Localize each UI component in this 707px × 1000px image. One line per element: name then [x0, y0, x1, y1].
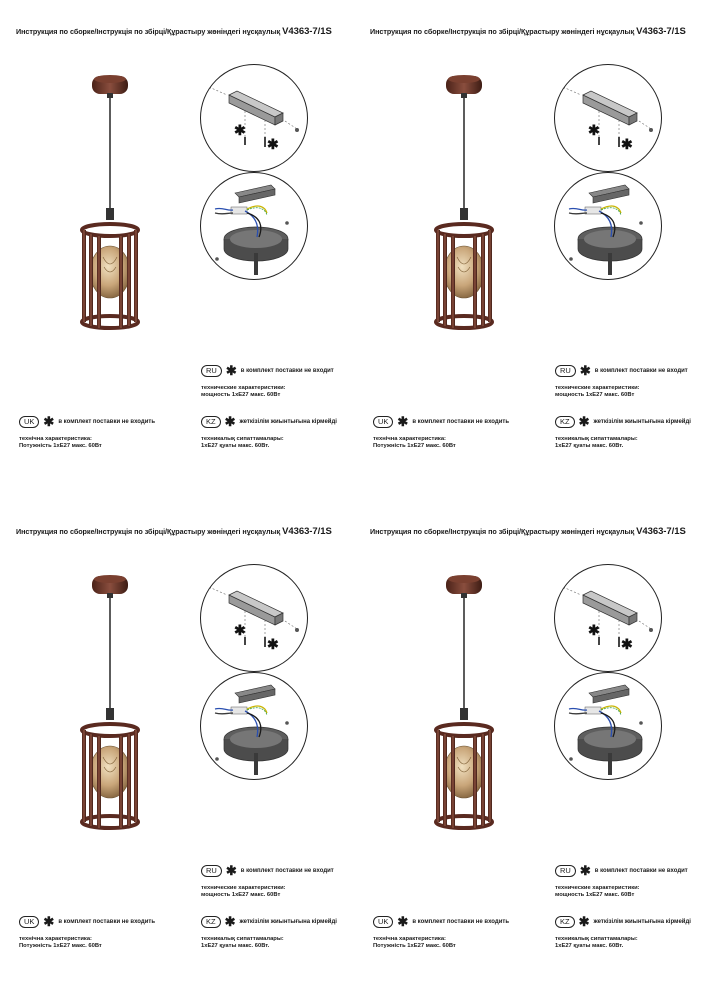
- pendant-lamp-icon: [424, 72, 504, 332]
- wiring-canopy-icon: [201, 673, 307, 779]
- wiring-diagram: [554, 172, 662, 280]
- kz-spec-value: 1хЕ27 қуаты макс. 60Вт.: [555, 443, 624, 449]
- uk-language-badge: UK: [19, 916, 39, 928]
- kz-language-badge: KZ: [201, 916, 221, 928]
- star-icon: ✱: [621, 136, 633, 152]
- ru-not-included-text: в комплект поставки не входит: [240, 368, 334, 374]
- star-icon: ✱: [397, 414, 409, 429]
- kz-not-included-note: [555, 916, 691, 928]
- kz-specifications: [555, 936, 638, 950]
- star-icon: ✱: [224, 414, 236, 429]
- ru-language-badge: RU: [201, 865, 222, 877]
- ru-spec-value: мощность 1хЕ27 макс. 60Вт: [555, 892, 635, 898]
- kz-spec-value: 1хЕ27 қуаты макс. 60Вт.: [555, 943, 624, 949]
- wiring-diagram: [554, 672, 662, 780]
- mounting-bracket-icon: [555, 65, 661, 171]
- ru-not-included-text: в комплект поставки не входит: [240, 868, 334, 874]
- instruction-copy: [354, 500, 707, 1000]
- uk-spec-value: Потужність 1хЕ27 макс. 60Вт: [373, 443, 456, 449]
- ru-not-included-note: [201, 865, 334, 877]
- mounting-bracket-diagram: [200, 64, 308, 172]
- uk-spec-value: Потужність 1хЕ27 макс. 60Вт: [19, 943, 102, 949]
- star-icon: ✱: [234, 122, 246, 138]
- ru-spec-value: мощность 1хЕ27 макс. 60Вт: [555, 392, 635, 398]
- star-icon: ✱: [225, 863, 237, 878]
- uk-spec-heading: технічна характеристика:: [373, 936, 446, 942]
- star-icon: ✱: [621, 636, 633, 652]
- kz-language-badge: KZ: [201, 416, 221, 428]
- wiring-canopy-icon: [201, 173, 307, 279]
- ru-not-included-note: [201, 365, 334, 377]
- kz-not-included-text: жеткізілім жиынтығына кірмейді: [239, 919, 337, 925]
- kz-specifications: [201, 936, 284, 950]
- star-icon: ✱: [225, 363, 237, 378]
- uk-not-included-text: в комплект поставки не входить: [412, 419, 510, 425]
- ru-language-badge: RU: [201, 365, 222, 377]
- ru-spec-value: мощность 1хЕ27 макс. 60Вт: [201, 392, 281, 398]
- mounting-bracket-icon: [201, 565, 307, 671]
- instruction-copy: [0, 0, 353, 500]
- uk-not-included-note: [373, 416, 509, 428]
- page-title: Инструкция по сборке/Інструкція по збірці/Құрастыру жөніндегі нұсқаулық V4363-7/1S: [16, 26, 332, 37]
- star-icon: ✱: [224, 914, 236, 929]
- kz-not-included-note: [201, 416, 337, 428]
- mounting-bracket-icon: [555, 565, 661, 671]
- ru-not-included-note: [555, 865, 688, 877]
- uk-specifications: [19, 436, 102, 450]
- kz-specifications: [555, 436, 638, 450]
- kz-spec-heading: техникалық сипаттамалары:: [555, 936, 638, 942]
- ru-language-badge: RU: [555, 865, 576, 877]
- ru-specifications: [201, 385, 286, 399]
- mounting-bracket-icon: [201, 65, 307, 171]
- kz-not-included-text: жеткізілім жиынтығына кірмейді: [593, 919, 691, 925]
- instruction-copy: [354, 0, 707, 500]
- ru-spec-heading: технические характеристики:: [555, 885, 640, 891]
- wiring-diagram: [200, 672, 308, 780]
- mounting-bracket-diagram: [554, 564, 662, 672]
- star-icon: ✱: [397, 914, 409, 929]
- kz-not-included-note: [201, 916, 337, 928]
- page-title: Инструкция по сборке/Інструкція по збірці/Құрастыру жөніндегі нұсқаулық V4363-7/1S: [370, 26, 686, 37]
- page-title: Инструкция по сборке/Інструкція по збірці/Құрастыру жөніндегі нұсқаулық V4363-7/1S: [16, 526, 332, 537]
- uk-spec-heading: технічна характеристика:: [19, 936, 92, 942]
- uk-specifications: [19, 936, 102, 950]
- kz-not-included-note: [555, 416, 691, 428]
- ru-spec-heading: технические характеристики:: [201, 385, 286, 391]
- kz-spec-heading: техникалық сипаттамалары:: [201, 436, 284, 442]
- wiring-canopy-icon: [555, 173, 661, 279]
- star-icon: ✱: [234, 622, 246, 638]
- pendant-lamp-icon: [70, 72, 150, 332]
- kz-specifications: [201, 436, 284, 450]
- star-icon: ✱: [578, 914, 590, 929]
- uk-language-badge: UK: [373, 416, 393, 428]
- star-icon: ✱: [588, 622, 600, 638]
- kz-language-badge: KZ: [555, 916, 575, 928]
- ru-specifications: [555, 885, 640, 899]
- uk-not-included-note: [373, 916, 509, 928]
- pendant-lamp-icon: [70, 572, 150, 832]
- wiring-canopy-icon: [555, 673, 661, 779]
- instruction-copy: [0, 500, 353, 1000]
- kz-not-included-text: жеткізілім жиынтығына кірмейді: [593, 419, 691, 425]
- uk-not-included-text: в комплект поставки не входить: [58, 419, 156, 425]
- star-icon: ✱: [43, 914, 55, 929]
- uk-spec-value: Потужність 1хЕ27 макс. 60Вт: [373, 943, 456, 949]
- mounting-bracket-diagram: [554, 64, 662, 172]
- star-icon: ✱: [588, 122, 600, 138]
- kz-language-badge: KZ: [555, 416, 575, 428]
- uk-language-badge: UK: [19, 416, 39, 428]
- star-icon: ✱: [267, 636, 279, 652]
- ru-not-included-text: в комплект поставки не входит: [594, 368, 688, 374]
- kz-not-included-text: жеткізілім жиынтығына кірмейді: [239, 419, 337, 425]
- uk-not-included-text: в комплект поставки не входить: [412, 919, 510, 925]
- star-icon: ✱: [267, 136, 279, 152]
- ru-spec-heading: технические характеристики:: [201, 885, 286, 891]
- ru-language-badge: RU: [555, 365, 576, 377]
- star-icon: ✱: [578, 414, 590, 429]
- kz-spec-heading: техникалық сипаттамалары:: [555, 436, 638, 442]
- ru-spec-heading: технические характеристики:: [555, 385, 640, 391]
- kz-spec-value: 1хЕ27 қуаты макс. 60Вт.: [201, 943, 270, 949]
- star-icon: ✱: [579, 863, 591, 878]
- ru-specifications: [201, 885, 286, 899]
- uk-spec-heading: технічна характеристика:: [373, 436, 446, 442]
- uk-specifications: [373, 436, 456, 450]
- star-icon: ✱: [579, 363, 591, 378]
- ru-specifications: [555, 385, 640, 399]
- wiring-diagram: [200, 172, 308, 280]
- uk-language-badge: UK: [373, 916, 393, 928]
- mounting-bracket-diagram: [200, 564, 308, 672]
- page-title: Инструкция по сборке/Інструкція по збірці/Құрастыру жөніндегі нұсқаулық V4363-7/1S: [370, 526, 686, 537]
- uk-specifications: [373, 936, 456, 950]
- uk-spec-value: Потужність 1хЕ27 макс. 60Вт: [19, 443, 102, 449]
- ru-not-included-note: [555, 365, 688, 377]
- kz-spec-heading: техникалық сипаттамалары:: [201, 936, 284, 942]
- kz-spec-value: 1хЕ27 қуаты макс. 60Вт.: [201, 443, 270, 449]
- uk-spec-heading: технічна характеристика:: [19, 436, 92, 442]
- uk-not-included-note: [19, 916, 155, 928]
- star-icon: ✱: [43, 414, 55, 429]
- pendant-lamp-icon: [424, 572, 504, 832]
- uk-not-included-text: в комплект поставки не входить: [58, 919, 156, 925]
- ru-not-included-text: в комплект поставки не входит: [594, 868, 688, 874]
- ru-spec-value: мощность 1хЕ27 макс. 60Вт: [201, 892, 281, 898]
- uk-not-included-note: [19, 416, 155, 428]
